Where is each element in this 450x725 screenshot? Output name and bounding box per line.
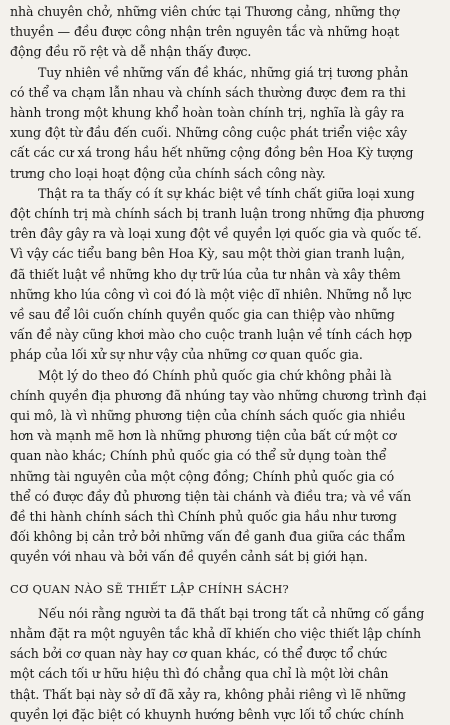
text-line: nhằm đặt ra một nguyên tắc khả dĩ khiến cho việc thiết lập chính [10,625,422,641]
paragraph [10,366,442,568]
text-line: đã thiết luật về những kho dự trữ lúa của tư nhân và xây thêm [10,266,401,282]
text-line: Tuy nhiên về những vấn đề khác, những giá trị tương phản [38,64,409,80]
text-line: động đều rõ rệt và dễ nhận thấy được. [10,44,252,60]
paragraph [10,63,442,184]
text-line: vấn đề này cũng khơi mào cho cuộc tranh luận về tính cách hợp [10,327,412,343]
text-line: một cách tối ư hữu hiệu thì đó chẳng qua chỉ là một lời chân [10,666,389,682]
text-line: quyền với nhau và bởi vấn đề quyền cảnh sát bị giới hạn. [10,549,368,565]
text-line: có thể va chạm lẫn nhau và chính sách thường được đem ra thi [10,84,406,100]
text-line: hơn và mạnh mẽ hơn là những phương tiện của bất cứ một cơ [10,428,397,444]
text-line: quyền lợi đặc biệt có khuynh hướng bênh vực lối tổ chức chính [10,706,405,722]
text-line: thể có được đầy đủ phương tiện tài chánh và điều tra; và về vấn [10,488,412,504]
paragraph [10,604,442,725]
text-line: Nếu nói rằng người ta đã thất bại trong tất cả những cố gắng [38,605,425,621]
text-line: qui mô, là vì những phương tiện của chính sách quốc gia nhiều [10,408,406,424]
text-line: đối không bị cản trở bởi những vấn đề ganh đua giữa các thẩm [10,529,406,545]
text-line: xung đột từ đầu đến cuối. Những công cuộc phát triển việc xây [10,125,408,141]
text-line: Một lý do theo đó Chính phủ quốc gia chứ không phải là [38,367,392,383]
body-paragraphs [10,2,442,568]
text-line: sách bởi cơ quan này hay cơ quan khác, có thể được tổ chức [10,646,388,662]
text-line: về sau để lôi cuốn chính quyền quốc gia can thiệp vào những [10,307,395,323]
final-paragraph-container [10,604,442,725]
text-line: Thật ra ta thấy có ít sự khác biệt về tính chất giữa loại xung [38,185,415,201]
text-line: cất các cư xá trong hầu hết những cộng đồng bên Hoa Kỳ tượng [10,145,414,161]
section-heading: CƠ QUAN NÀO SẼ THIẾT LẬP CHÍNH SÁCH? [10,581,289,596]
paragraph [10,2,442,63]
paragraph [10,184,442,366]
text-line: trên đây gây ra và loại xung đột về quyền lợi quốc gia và quốc tế. [10,226,422,242]
text-line: trưng cho loại hoạt động của chính sách công này. [10,165,326,181]
text-line: hành trong một khung khổ hoàn toàn chính trị, nghĩa là gây ra [10,105,405,121]
text-line: chính quyền địa phương đã nhúng tay vào những chương trình đại [10,387,427,403]
text-line: những tài nguyên của một cộng đồng; Chính phủ quốc gia có [10,468,395,484]
text-line: đột chính trị mà chính sách bị tranh luận trong những địa phương [10,206,425,222]
text-line: thật. Thất bại này sở dĩ đã xảy ra, không phải riêng vì lẽ những [10,686,406,702]
text-line: thuyền — đều được công nhận trên nguyên tắc và những hoạt [10,24,400,40]
text-line: nhà chuyên chở, những viên chức tại Thương cảng, những thợ [10,4,400,19]
text-line: pháp của lối xử sự như vậy của những cơ quan quốc gia. [10,347,363,363]
text-line: những kho lúa công vì coi đó là một việc dĩ nhiên. Những nỗ lực [10,286,412,302]
text-line: đề thi hành chính sách thì Chính phủ quốc gia hầu như tương [10,509,397,525]
text-line: Vì vậy các tiểu bang bên Hoa Kỳ, sau một thời gian tranh luận, [10,246,405,262]
text-line: quan nào khác; Chính phủ quốc gia có thể sử dụng toàn thể [10,448,387,464]
